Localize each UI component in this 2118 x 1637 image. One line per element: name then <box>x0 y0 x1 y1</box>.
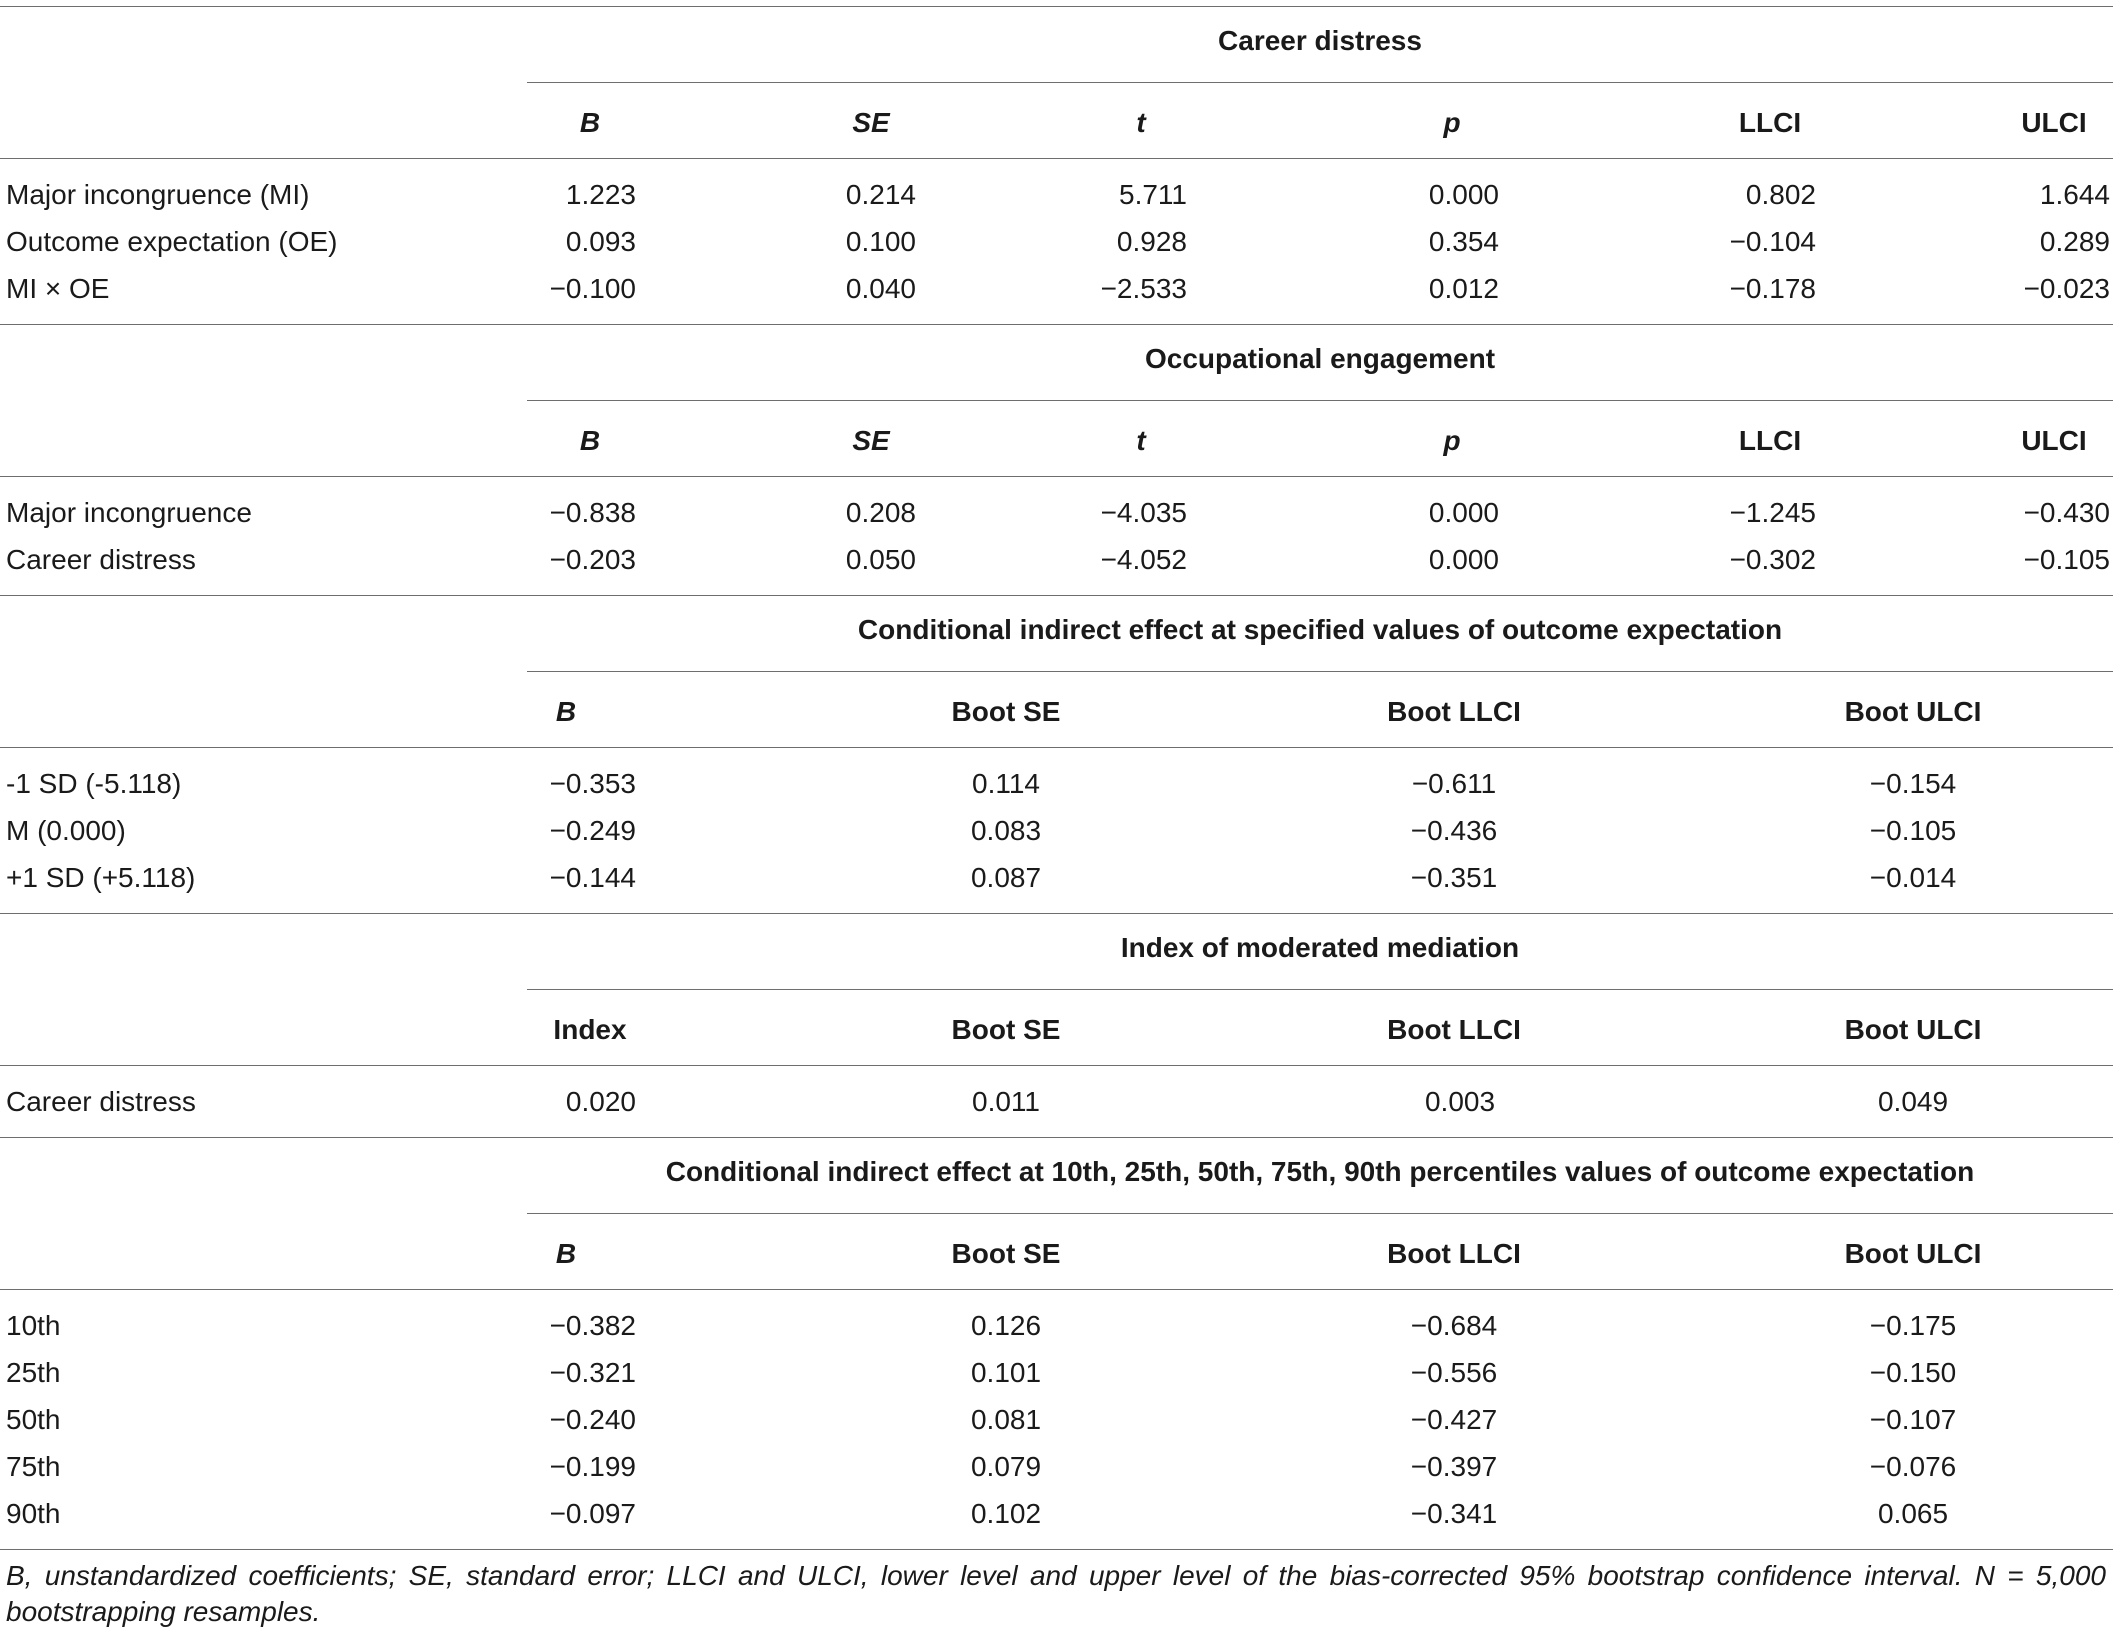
row-label: Major incongruence <box>6 497 252 528</box>
column-header: p <box>1443 107 1461 138</box>
cell: −0.430 <box>2023 497 2110 528</box>
cell: −0.023 <box>2023 273 2110 304</box>
table-footnote: B, unstandardized coefficients; SE, standard error; LLCI and ULCI, lower level and upper level of the bias-corrected 95% bootstrap confidence interval. N = 5,000 bootstrapping resamples. <box>6 1560 2106 1627</box>
cell: −0.107 <box>1869 1404 1957 1435</box>
cell: 0.101 <box>970 1357 1042 1388</box>
row-label: 50th <box>6 1404 61 1435</box>
cell: −0.382 <box>549 1310 636 1341</box>
section-rule <box>0 324 2113 325</box>
column-header: Index <box>553 1014 627 1045</box>
cell: −0.556 <box>1410 1357 1498 1388</box>
cell: −0.144 <box>549 862 636 893</box>
column-header: Boot ULCI <box>1844 1014 1982 1045</box>
section-title-rule <box>527 400 2113 401</box>
cell: 0.020 <box>565 1086 636 1117</box>
cell: 5.711 <box>1119 179 1187 210</box>
cell: 0.093 <box>565 226 636 257</box>
cell: 0.083 <box>970 815 1042 846</box>
column-header: t <box>1136 425 1146 456</box>
column-header: t <box>1136 107 1146 138</box>
cell: −0.104 <box>1729 226 1816 257</box>
cell: 0.079 <box>970 1451 1042 1482</box>
cell: 0.102 <box>970 1498 1042 1529</box>
column-header: B <box>579 107 601 138</box>
cell: 0.049 <box>1877 1086 1949 1117</box>
column-header: Boot LLCI <box>1387 696 1521 727</box>
column-header: SE <box>852 425 890 456</box>
header-rule <box>0 1289 2113 1290</box>
table-bottom-rule <box>0 1549 2113 1550</box>
cell: −0.353 <box>549 768 636 799</box>
section-title-rule <box>527 1213 2113 1214</box>
cell: −4.052 <box>1100 544 1187 575</box>
cell: −0.105 <box>1869 815 1957 846</box>
row-label: MI × OE <box>6 273 110 304</box>
cell: −0.076 <box>1869 1451 1957 1482</box>
column-header: Boot SE <box>951 1238 1061 1269</box>
cell: 1.223 <box>565 179 636 210</box>
cell: −0.436 <box>1410 815 1498 846</box>
column-header: LLCI <box>1738 425 1802 456</box>
cell: −0.341 <box>1410 1498 1498 1529</box>
section-title-rule <box>527 671 2113 672</box>
row-label: Career distress <box>6 544 196 575</box>
section-title-conditional-indirect-effect: Conditional indirect effect at specified values of outcome expectation <box>857 614 1783 645</box>
column-header: B <box>555 1238 577 1269</box>
cell: −1.245 <box>1729 497 1816 528</box>
header-rule <box>0 476 2113 477</box>
column-header: ULCI <box>2021 425 2087 456</box>
cell: 0.802 <box>1745 179 1816 210</box>
cell: −0.240 <box>549 1404 636 1435</box>
column-header: Boot LLCI <box>1387 1014 1521 1045</box>
row-label: 75th <box>6 1451 61 1482</box>
column-header: B <box>555 696 577 727</box>
cell: −0.838 <box>549 497 636 528</box>
cell: −0.249 <box>549 815 636 846</box>
column-header: Boot SE <box>951 1014 1061 1045</box>
cell: −2.533 <box>1100 273 1187 304</box>
cell: −0.150 <box>1869 1357 1957 1388</box>
row-label: 10th <box>6 1310 61 1341</box>
section-title-rule <box>527 82 2113 83</box>
column-header: Boot ULCI <box>1844 696 1982 727</box>
section-rule <box>0 595 2113 596</box>
column-header: LLCI <box>1738 107 1802 138</box>
cell: 0.065 <box>1877 1498 1949 1529</box>
cell: 0.012 <box>1428 273 1499 304</box>
cell: −4.035 <box>1100 497 1187 528</box>
row-label: 90th <box>6 1498 61 1529</box>
cell: 0.114 <box>972 768 1040 799</box>
section-title-index-of-moderated-mediation: Index of moderated mediation <box>1120 932 1520 963</box>
cell: 0.208 <box>845 497 916 528</box>
cell: −0.100 <box>549 273 636 304</box>
cell: −0.321 <box>549 1357 636 1388</box>
cell: −0.611 <box>1411 768 1497 799</box>
cell: 0.040 <box>845 273 916 304</box>
section-rule <box>0 913 2113 914</box>
cell: −0.684 <box>1410 1310 1498 1341</box>
row-label: -1 SD (-5.118) <box>6 768 182 799</box>
cell: 0.100 <box>845 226 916 257</box>
cell: −0.199 <box>549 1451 636 1482</box>
row-label: Major incongruence (MI) <box>6 179 310 210</box>
cell: 0.087 <box>970 862 1042 893</box>
section-title-occupational-engagement: Occupational engagement <box>1144 343 1496 374</box>
section-title-career-distress: Career distress <box>1218 25 1422 56</box>
row-label: Career distress <box>6 1086 196 1117</box>
cell: −0.302 <box>1729 544 1816 575</box>
cell: 0.289 <box>2039 226 2110 257</box>
row-label: M (0.000) <box>6 815 126 846</box>
cell: −0.097 <box>549 1498 636 1529</box>
header-rule <box>0 747 2113 748</box>
section-title-conditional-indirect-effect-percentiles: Conditional indirect effect at 10th, 25th, 50th, 75th, 90th percentiles values of outcome expectation <box>665 1156 1975 1187</box>
cell: −0.105 <box>2023 544 2110 575</box>
section-rule <box>0 1137 2113 1138</box>
header-rule <box>0 158 2113 159</box>
column-header: p <box>1443 425 1461 456</box>
cell: −0.175 <box>1869 1310 1957 1341</box>
row-label: +1 SD (+5.118) <box>6 862 196 893</box>
cell: −0.014 <box>1869 862 1957 893</box>
header-rule <box>0 1065 2113 1066</box>
cell: 1.644 <box>2039 179 2110 210</box>
column-header: SE <box>852 107 890 138</box>
cell: 0.050 <box>845 544 916 575</box>
cell: −0.427 <box>1410 1404 1498 1435</box>
row-label: 25th <box>6 1357 61 1388</box>
row-label: Outcome expectation (OE) <box>6 226 338 257</box>
table-top-rule <box>0 6 2113 7</box>
cell: −0.154 <box>1869 768 1957 799</box>
cell: 0.354 <box>1428 226 1499 257</box>
cell: −0.351 <box>1410 862 1498 893</box>
cell: −0.178 <box>1729 273 1816 304</box>
cell: 0.126 <box>970 1310 1042 1341</box>
cell: 0.081 <box>970 1404 1042 1435</box>
cell: 0.214 <box>845 179 916 210</box>
cell: −0.397 <box>1410 1451 1498 1482</box>
cell: 0.000 <box>1428 179 1499 210</box>
column-header: Boot LLCI <box>1387 1238 1521 1269</box>
cell: −0.203 <box>549 544 636 575</box>
cell: 0.000 <box>1428 497 1499 528</box>
cell: 0.003 <box>1424 1086 1496 1117</box>
cell: 0.011 <box>972 1086 1040 1117</box>
cell: 0.928 <box>1116 226 1187 257</box>
column-header: Boot ULCI <box>1844 1238 1982 1269</box>
column-header: ULCI <box>2021 107 2087 138</box>
section-title-rule <box>527 989 2113 990</box>
column-header: Boot SE <box>951 696 1061 727</box>
cell: 0.000 <box>1428 544 1499 575</box>
column-header: B <box>579 425 601 456</box>
